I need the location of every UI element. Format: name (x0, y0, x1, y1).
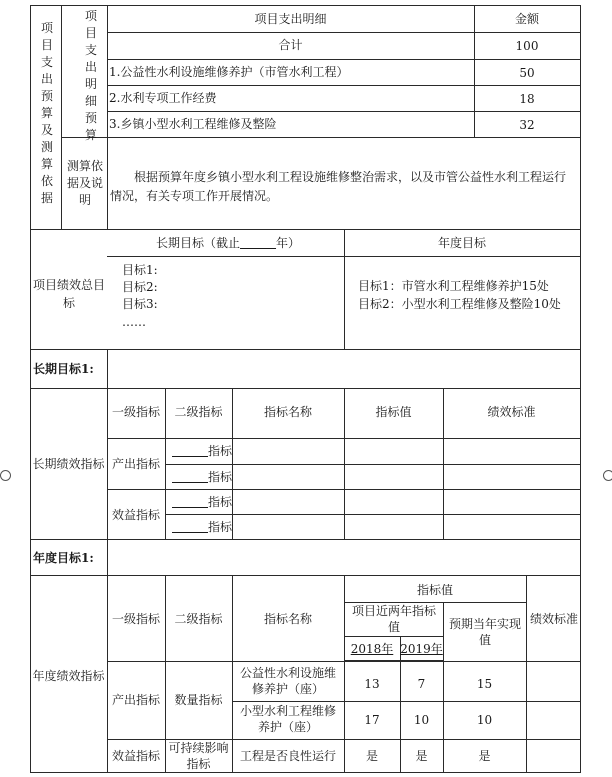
annual-goal-item-1: 目标1：市管水利工程维修养护15处 (358, 279, 549, 293)
budget-value-3: 32 (519, 118, 535, 132)
budget-item-1: 1.公益性水利设施维修养护（市管水利工程） (109, 65, 349, 79)
lt-output-indicator: 产出指标 (111, 457, 160, 471)
lt-header-level1: 一级指标 (111, 405, 160, 419)
budget-amount-header: 金额 (514, 12, 539, 26)
long-goal-item-3: 目标3: (122, 297, 158, 311)
annual-goal-header: 年度目标 (437, 236, 486, 250)
annual-indicator-label: 年度绩效指标 (32, 669, 105, 683)
an-row1-expected: 15 (476, 677, 493, 691)
an-header-recent: 项目近两年指标值 (351, 604, 436, 634)
an-row2-expected: 10 (476, 713, 493, 727)
an-sustain-name: 工程是否良性运行 (239, 749, 336, 763)
an-row1-name: 公益性水利设施维修养护（座） (239, 666, 336, 696)
an-row1-2018: 13 (364, 677, 380, 691)
an-row2-2018: 17 (364, 713, 380, 727)
an-header-2019: 2019年 (400, 642, 443, 656)
budget-total-label: 合计 (278, 38, 303, 52)
an-header-standard: 绩效标准 (529, 612, 578, 626)
budget-item-2: 2.水利专项工作经费 (109, 91, 217, 105)
lt-blank-indicator-2: 指标 (208, 470, 233, 484)
an-header-level2: 二级指标 (174, 612, 223, 626)
binding-hole-right (603, 470, 612, 481)
an-row1-2019: 7 (417, 677, 426, 691)
budget-value-1: 50 (519, 66, 535, 80)
long-goal-item-4: …… (122, 315, 146, 329)
an-benefit-indicator: 效益指标 (111, 749, 160, 763)
lt-header-standard: 绩效标准 (487, 405, 536, 419)
an-sustain-2019: 是 (415, 749, 428, 763)
an-sustain-indicator: 可持续影响指标 (168, 741, 229, 771)
long-goal-item-1: 目标1: (122, 263, 158, 277)
an-sustain-2018: 是 (365, 749, 378, 763)
long-term-title: 长期目标1: (33, 362, 94, 376)
an-row2-2019: 10 (413, 713, 430, 727)
lt-blank-indicator-4: 指标 (208, 520, 233, 534)
lt-blank-indicator-1: 指标 (208, 444, 233, 458)
long-goal-item-2: 目标2: (122, 280, 158, 294)
annual-goal-item-2: 目标2：小型水利工程维修及整险10处 (358, 297, 561, 311)
long-term-indicator-label: 长期绩效指标 (32, 457, 105, 471)
year-blank (240, 236, 276, 250)
budget-value-2: 18 (519, 92, 535, 106)
an-sustain-expected: 是 (478, 749, 491, 763)
an-output-indicator: 产出指标 (111, 693, 160, 707)
an-header-value: 指标值 (416, 583, 453, 597)
basis-text: 根据预算年度乡镇小型水利工程设施维修整治需求，以及市管公益性水利工程运行情况，有关专项工作开展情况。 (110, 170, 567, 203)
lt-header-value: 指标值 (375, 405, 412, 419)
long-term-goal-header: 长期目标（截止 年） (156, 236, 301, 250)
annual-title: 年度目标1: (33, 551, 94, 565)
lt-benefit-indicator: 效益指标 (111, 508, 160, 522)
an-header-2018: 2018年 (350, 642, 394, 656)
budget-detail-label: 项目支出明细预算 (84, 9, 97, 142)
lt-header-name: 指标名称 (263, 405, 312, 419)
an-quantity-indicator: 数量指标 (174, 693, 223, 707)
binding-hole-left (0, 470, 11, 481)
lt-blank-indicator-3: 指标 (208, 495, 233, 509)
an-header-expected: 预期当年实现值 (448, 617, 521, 647)
goals-label: 项目绩效总目标 (32, 278, 105, 310)
budget-section-label: 项目支出预算及测算依据 (40, 21, 53, 205)
an-header-level1: 一级指标 (111, 612, 160, 626)
budget-item-header: 项目支出明细 (254, 12, 327, 26)
lt-header-level2: 二级指标 (174, 405, 223, 419)
an-row2-name: 小型水利工程维修养护（座） (239, 704, 336, 734)
budget-total-value: 100 (515, 39, 539, 53)
an-header-name: 指标名称 (263, 612, 312, 626)
basis-label: 测算依据及说明 (66, 159, 103, 207)
budget-item-3: 3.乡镇小型水利工程维修及整险 (109, 117, 277, 131)
